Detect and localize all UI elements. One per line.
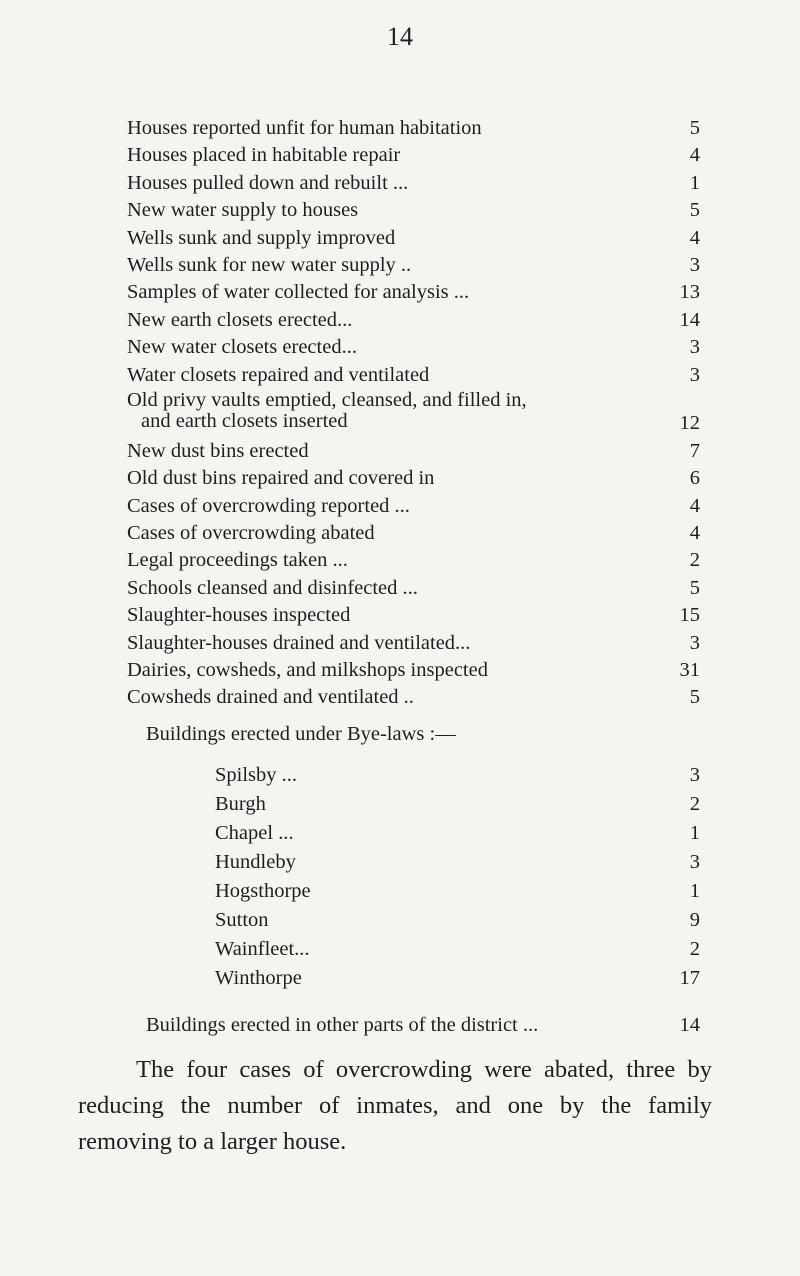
row-label: Wainfleet... <box>215 938 310 960</box>
row-value: 14 <box>679 308 700 331</box>
row-value: 1 <box>689 171 700 194</box>
row-label: Slaughter-houses drained and ventilated... <box>127 631 471 654</box>
row-label: Burgh <box>215 793 266 815</box>
row-value: 4 <box>689 494 700 517</box>
row-label: Buildings erected in other parts of the district ... <box>146 1014 539 1036</box>
row-value: 13 <box>679 281 700 304</box>
row-value: 4 <box>689 144 700 167</box>
closing-paragraph: The four cases of overcrowding were abated, three by reducing the number of inmates, and one by the family removing to a larger house. <box>78 1056 712 1155</box>
row-label: Sutton <box>215 909 269 931</box>
row-label: Wells sunk for new water supply .. <box>127 253 412 276</box>
row-label-continued: and earth closets inserted <box>141 409 348 432</box>
table-row <box>127 630 700 657</box>
row-value: 7 <box>689 439 700 462</box>
row-value: 6 <box>689 467 700 490</box>
row-value: 4 <box>689 226 700 249</box>
table-row <box>127 547 700 574</box>
table-row <box>127 170 700 197</box>
table-row <box>215 819 700 848</box>
row-value: 3 <box>689 336 700 359</box>
table-row <box>215 848 700 877</box>
row-value: 31 <box>679 659 700 682</box>
row-label: Cowsheds drained and ventilated .. <box>127 686 414 709</box>
row-value: 2 <box>689 793 700 815</box>
table-row <box>215 935 700 964</box>
buildings-list <box>215 761 700 993</box>
row-value: 15 <box>679 604 700 627</box>
row-value: 14 <box>679 1014 700 1036</box>
table-row <box>215 877 700 906</box>
row-value: 5 <box>689 199 700 222</box>
table-row <box>127 252 700 279</box>
row-label: Schools cleansed and disinfected ... <box>127 576 418 599</box>
table-row <box>127 334 700 361</box>
table-row <box>127 389 700 438</box>
row-value: 1 <box>689 880 700 902</box>
row-label: New water supply to houses <box>127 199 359 222</box>
table-row <box>127 115 700 142</box>
buildings-heading: Buildings erected under Bye-laws :— <box>146 723 456 745</box>
table-row <box>215 761 700 790</box>
row-value: 5 <box>689 686 700 709</box>
row-label: New dust bins erected <box>127 439 309 462</box>
row-value: 9 <box>689 909 700 931</box>
row-value: 5 <box>689 117 700 139</box>
row-value: 12 <box>679 411 700 434</box>
row-label: Water closets repaired and ventilated <box>127 363 430 386</box>
row-label: Dairies, cowsheds, and milkshops inspected <box>127 659 488 682</box>
row-label: Houses reported unfit for human habitation <box>127 117 482 139</box>
table-row <box>215 790 700 819</box>
table-row <box>127 493 700 520</box>
row-label: Legal proceedings taken ... <box>127 549 348 572</box>
page-number: 14 <box>387 22 413 51</box>
table-row <box>215 906 700 935</box>
row-label: Spilsby ... <box>215 764 298 786</box>
row-label: Houses pulled down and rebuilt ... <box>127 171 409 194</box>
table-row <box>127 684 700 711</box>
row-label: Slaughter-houses inspected <box>127 604 351 627</box>
row-value: 1 <box>689 822 700 844</box>
row-value: 5 <box>689 576 700 599</box>
table-row <box>127 225 700 252</box>
table-row <box>127 602 700 629</box>
table-row <box>215 964 700 993</box>
table-row <box>127 520 700 547</box>
table-row <box>127 657 700 684</box>
row-label: Samples of water collected for analysis ... <box>127 281 470 304</box>
row-label: Old dust bins repaired and covered in <box>127 467 435 490</box>
table-row <box>127 438 700 465</box>
table-row <box>127 142 700 169</box>
other-buildings-row <box>146 1011 700 1039</box>
table-row <box>127 197 700 224</box>
row-label: Houses placed in habitable repair <box>127 144 401 167</box>
row-value: 2 <box>689 938 700 960</box>
table-row <box>127 465 700 492</box>
row-label: Chapel ... <box>215 822 294 844</box>
row-label: Hundleby <box>215 851 296 873</box>
row-label: Wells sunk and supply improved <box>127 226 396 249</box>
row-label: New earth closets erected... <box>127 308 353 331</box>
row-label: Old privy vaults emptied, cleansed, and filled in, <box>127 388 527 411</box>
row-value: 3 <box>689 764 700 786</box>
row-value: 3 <box>689 363 700 386</box>
row-label: Hogsthorpe <box>215 880 311 902</box>
row-value: 3 <box>689 851 700 873</box>
row-value: 3 <box>689 253 700 276</box>
row-value: 4 <box>689 522 700 545</box>
statistics-list <box>127 115 700 712</box>
row-label: Winthorpe <box>215 967 302 989</box>
table-row <box>127 362 700 389</box>
table-row <box>127 575 700 602</box>
row-value: 2 <box>689 549 700 572</box>
row-label: Cases of overcrowding reported ... <box>127 494 410 517</box>
row-value: 17 <box>679 967 700 989</box>
row-label: Cases of overcrowding abated <box>127 522 375 545</box>
table-row <box>127 279 700 306</box>
row-label: New water closets erected... <box>127 336 357 359</box>
table-row <box>127 307 700 334</box>
row-value: 3 <box>689 631 700 654</box>
